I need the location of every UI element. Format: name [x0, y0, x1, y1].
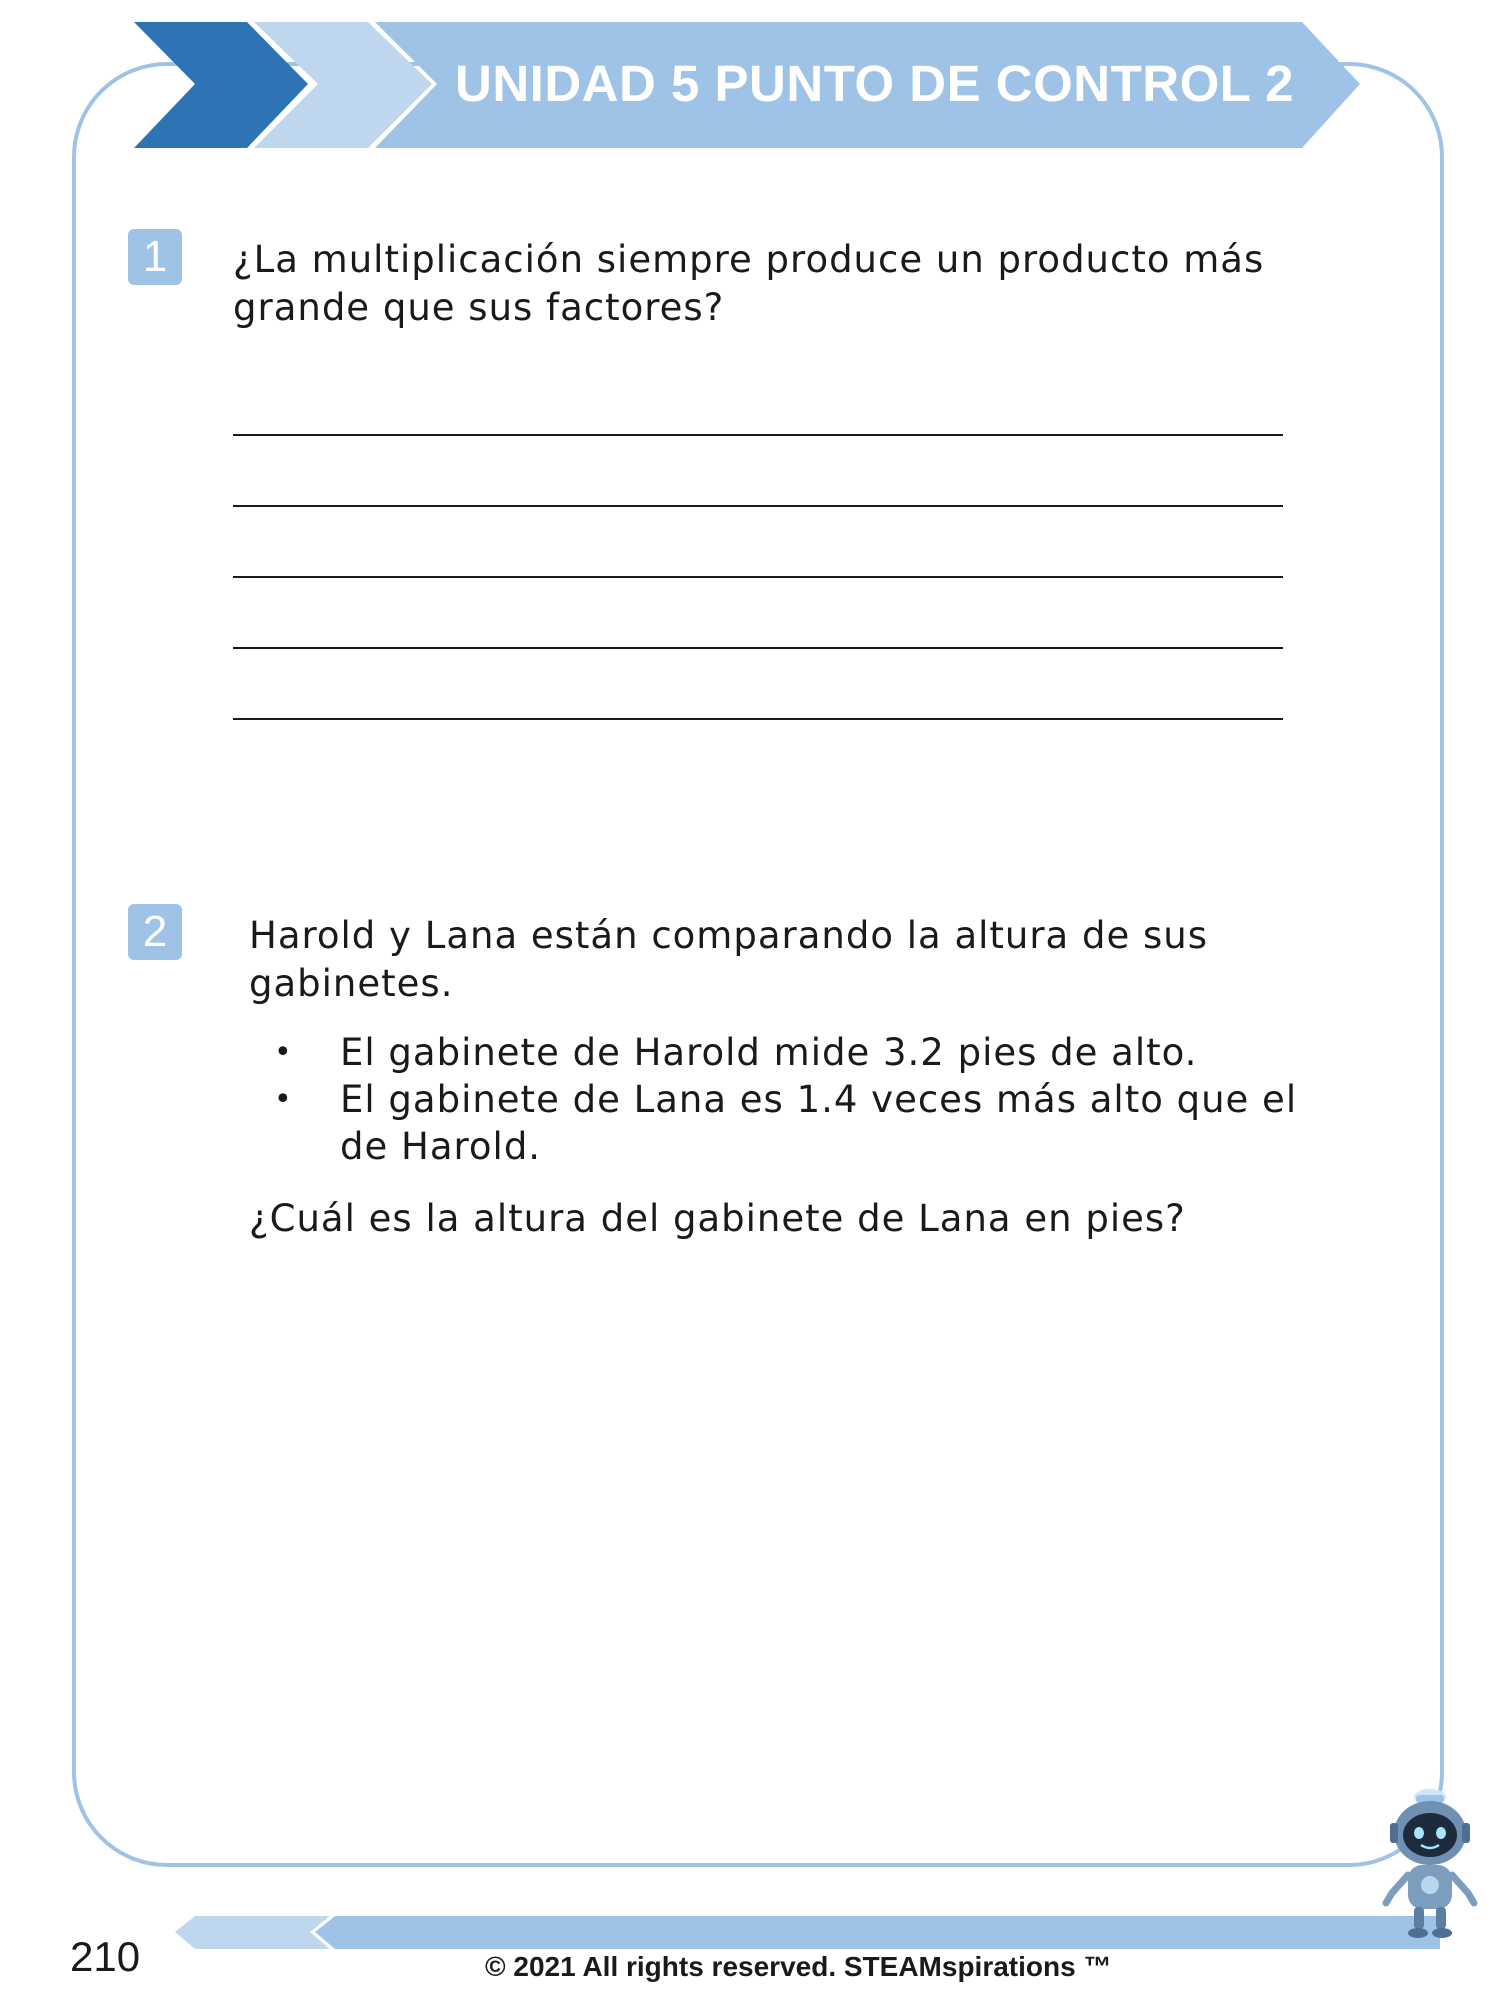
bullet-marker: •	[274, 1082, 293, 1117]
list-item	[270, 1029, 1340, 1076]
page-title: UNIDAD 5 PUNTO DE CONTROL 2	[455, 55, 1295, 112]
footer-bar-light	[175, 1916, 330, 1949]
page-number: 210	[70, 1933, 141, 1980]
question-1-line-2: grande que sus factores?	[233, 286, 725, 329]
answer-line-4[interactable]	[233, 647, 1283, 649]
question-2-badge: 2	[128, 904, 182, 960]
answer-line-2[interactable]	[233, 505, 1283, 507]
question-2-line-2: gabinetes.	[249, 962, 454, 1005]
fact-lana-height-cont: de Harold.	[340, 1125, 542, 1168]
fact-lana-height: El gabinete de Lana es 1.4 veces más alto que el	[340, 1078, 1298, 1121]
copyright-notice: © 2021 All rights reserved. STEAMspirations ™	[485, 1951, 1112, 1982]
question-1-line-1: ¿La multiplicación siempre produce un producto más	[233, 238, 1265, 281]
question-2-line-1: Harold y Lana están comparando la altura de sus	[249, 914, 1209, 957]
answer-line-1[interactable]	[233, 434, 1283, 436]
fact-harold-height: El gabinete de Harold mide 3.2 pies de alto.	[340, 1031, 1198, 1074]
bullet-marker: •	[274, 1035, 293, 1070]
footer-bar-main	[315, 1916, 1440, 1949]
question-1-text	[233, 236, 1353, 332]
question-2-answer-area[interactable]	[233, 1260, 1343, 1800]
question-2-prompt: ¿Cuál es la altura del gabinete de Lana en pies?	[249, 1197, 1186, 1240]
question-2-text	[249, 912, 1369, 1008]
list-item-continuation	[270, 1123, 1340, 1170]
answer-line-3[interactable]	[233, 576, 1283, 578]
question-2-facts-list	[270, 1029, 1340, 1170]
question-1-badge: 1	[128, 229, 182, 285]
robot-mascot-icon	[1378, 1785, 1478, 1945]
answer-line-5[interactable]	[233, 718, 1283, 720]
list-item	[270, 1076, 1340, 1123]
